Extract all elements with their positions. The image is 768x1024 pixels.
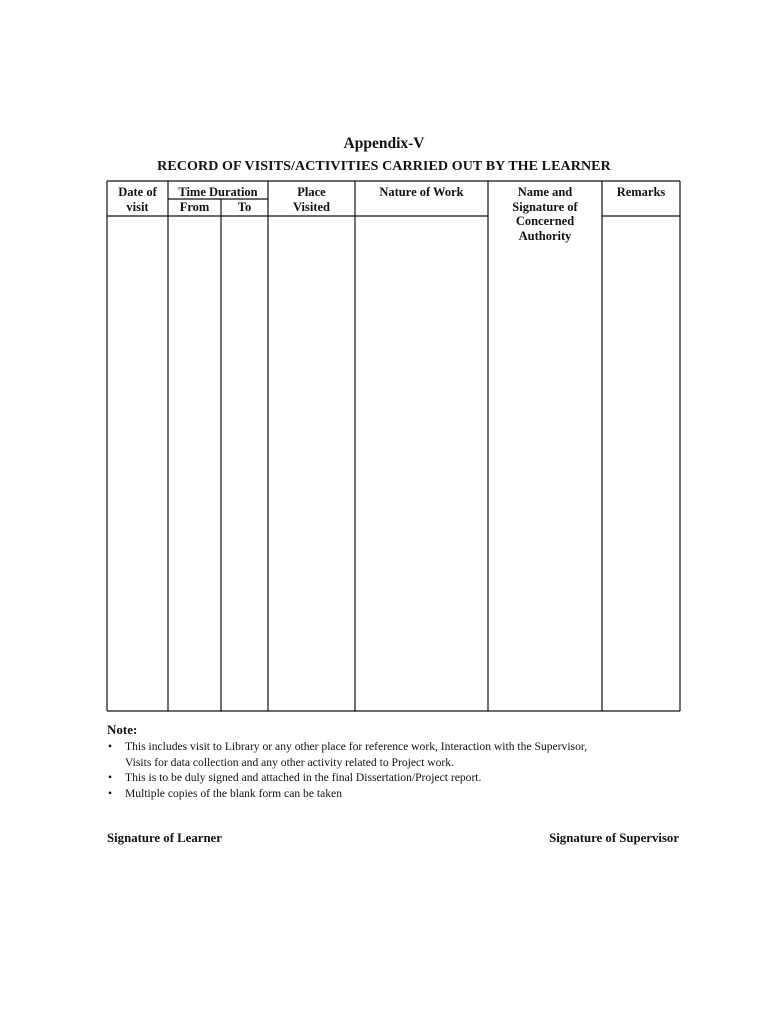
bullet-icon: • bbox=[108, 740, 113, 753]
header-to: To bbox=[237, 200, 252, 214]
header-nature-of-work: Nature of Work bbox=[379, 185, 464, 199]
header-authority bbox=[488, 185, 602, 243]
note-item-2-line1: This is to be duly signed and attached in the final Dissertation/Project report. bbox=[125, 771, 482, 784]
note-item-3-line1: Multiple copies of the blank form can be taken bbox=[125, 786, 342, 800]
bullet-icon: • bbox=[108, 771, 113, 784]
header-place-line2: Visited bbox=[292, 199, 331, 214]
header-date-of-visit bbox=[107, 185, 168, 214]
bullet-icon: • bbox=[108, 786, 113, 800]
header-from: From bbox=[179, 200, 210, 214]
header-authority-line3: Concerned bbox=[515, 214, 575, 228]
header-authority-line4: Authority bbox=[518, 228, 572, 243]
note-label: Note: bbox=[107, 722, 138, 737]
note-item bbox=[107, 739, 687, 770]
note-item bbox=[107, 770, 687, 786]
header-date-line2: visit bbox=[126, 199, 149, 214]
note-item-1-line2: Visits for data collection and any other activity related to Project work. bbox=[125, 755, 454, 769]
header-authority-line2: Signature of bbox=[512, 199, 578, 214]
header-time-duration: Time Duration bbox=[178, 185, 258, 199]
notes-list bbox=[107, 739, 687, 801]
header-authority-line1: Name and bbox=[517, 185, 573, 199]
signature-learner-label: Signature of Learner bbox=[107, 831, 222, 845]
note-item bbox=[107, 786, 687, 802]
signature-supervisor-label: Signature of Supervisor bbox=[549, 831, 679, 845]
header-date-line1: Date of bbox=[118, 185, 157, 199]
note-item-1-line1: This includes visit to Library or any other place for reference work, Interaction with the Supervisor, bbox=[125, 740, 588, 753]
header-place-line1: Place bbox=[297, 185, 326, 199]
header-remarks: Remarks bbox=[616, 185, 666, 199]
form-title: RECORD OF VISITS/ACTIVITIES CARRIED OUT BY THE LEARNER bbox=[157, 159, 611, 174]
appendix-title: Appendix-V bbox=[343, 135, 425, 152]
header-place-visited bbox=[268, 185, 355, 214]
